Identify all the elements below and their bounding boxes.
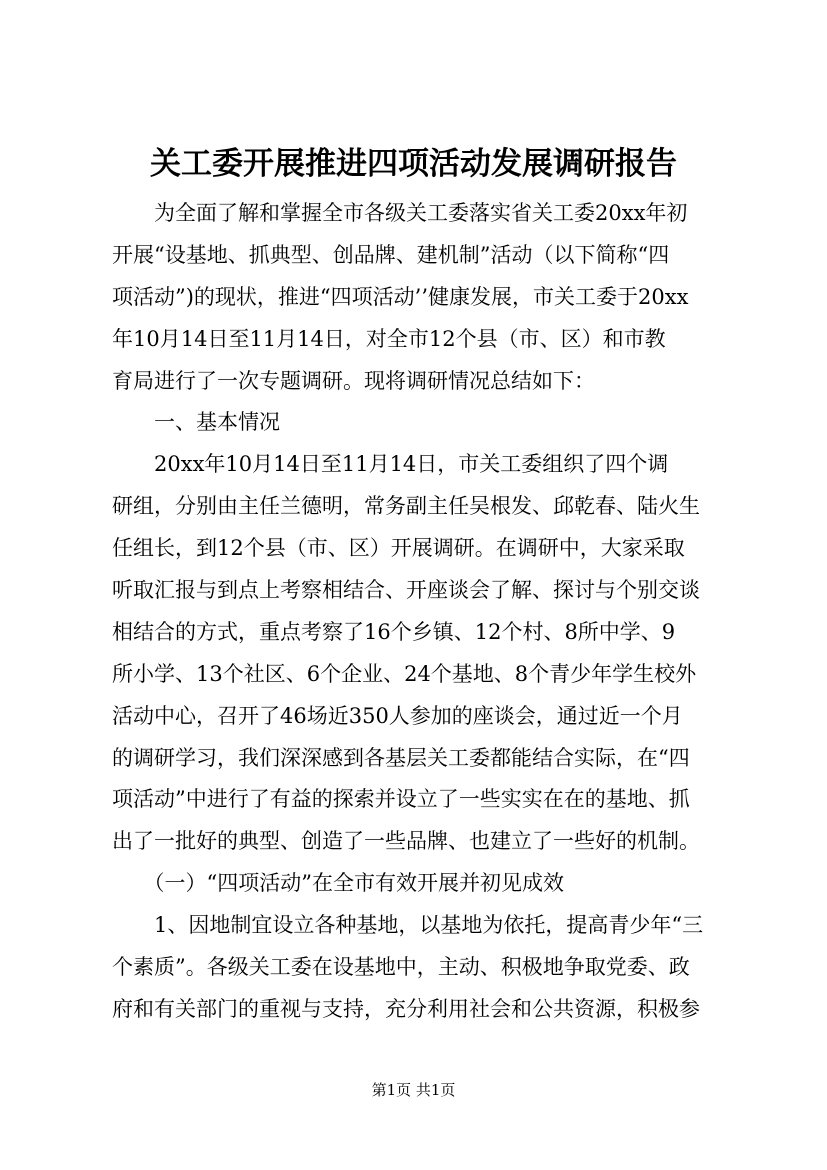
body-line: 个素质”。各级关工委在设基地中，主动、积极地争取党委、政 <box>112 955 690 980</box>
body-line: 的调研学习，我们深深感到各基层关工委都能结合实际，在“四 <box>112 745 690 770</box>
subsection-heading: （一）“四项活动”在全市有效开展并初见成效 <box>112 871 564 896</box>
body-line: 20xx年10月14日至11月14日，市关工委组织了四个调 <box>112 452 669 477</box>
body-line: 任组长，到12个县（市、区）开展调研。在调研中，大家采取 <box>112 536 685 561</box>
body-line: 育局进行了一次专题调研。现将调研情况总结如下： <box>112 368 595 393</box>
body-line: 项活动”中进行了有益的探索并设立了一些实实在在的基地、抓 <box>112 787 690 812</box>
document-title: 关工委开展推进四项活动发展调研报告 <box>150 146 677 182</box>
body-line: 活动中心，召开了46场近350人参加的座谈会，通过近一个月 <box>112 703 683 728</box>
body-line: 府和有关部门的重视与支持，充分利用社会和公共资源，积极参 <box>112 996 700 1021</box>
section-heading: 一、基本情况 <box>112 410 280 435</box>
body-line: 相结合的方式，重点考察了16个乡镇、12个村、8所中学、9 <box>112 619 676 644</box>
body-line: 为全面了解和掌握全市各级关工委落实省关工委20xx年初 <box>112 201 688 225</box>
body-line: 项活动”)的现状，推进“四项活动’’健康发展，市关工委于20xx <box>112 284 689 309</box>
body-line: 听取汇报与到点上考察相结合、开座谈会了解、探讨与个别交谈 <box>112 578 700 603</box>
body-line: 开展“设基地、抓典型、创品牌、建机制”活动（以下简称“四 <box>112 242 670 267</box>
body-line: 出了一批好的典型、创造了一些品牌、也建立了一些好的机制。 <box>112 829 700 854</box>
body-line: 1、因地制宜设立各种基地，以基地为依托，提高青少年“三 <box>112 913 704 938</box>
body-line: 所小学、13个社区、6个企业、24个基地、8个青少年学生校外 <box>112 661 697 686</box>
document-body <box>112 193 738 1031</box>
page-footer: 第1页 共1页 <box>371 1081 456 1099</box>
body-line: 研组，分别由主任兰德明，常务副主任吴根发、邱乾春、陆火生 <box>112 494 700 519</box>
body-line: 年10月14日至11月14日，对全市12个县（市、区）和市教 <box>112 326 666 351</box>
